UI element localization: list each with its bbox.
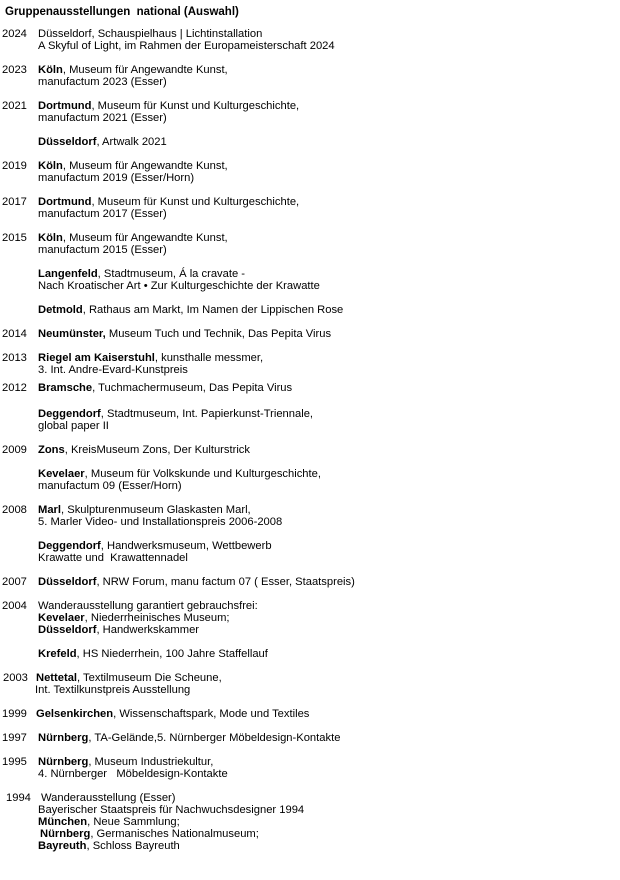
exhibition-year: 2014 [2, 328, 27, 340]
page-title: Gruppenausstellungen national (Auswahl) [5, 6, 239, 18]
exhibition-line [38, 160, 228, 172]
exhibition-line [38, 328, 331, 340]
exhibition-details: , Museum für Volkskunde und Kulturgeschichte, [84, 468, 321, 480]
exhibition-place: Neumünster, [38, 328, 106, 340]
exhibition-place: Gelsenkirchen [36, 708, 114, 720]
exhibition-year: 2009 [2, 444, 27, 456]
exhibition-line [38, 112, 167, 124]
exhibition-place: Nürnberg [38, 732, 89, 744]
exhibition-details: Nach Kroatischer Art • Zur Kulturgeschichte der Krawatte [38, 280, 320, 292]
exhibition-line [38, 136, 167, 148]
exhibition-details: , Stadtmuseum, Á la cravate - [97, 268, 246, 280]
exhibition-line [36, 672, 222, 684]
exhibition-line [38, 280, 320, 292]
exhibition-details: , Museum Industriekultur, [88, 756, 214, 768]
exhibition-place: Bramsche [38, 382, 93, 394]
exhibition-details: manufactum 09 (Esser/Horn) [38, 480, 182, 492]
exhibition-details: global paper II [38, 420, 109, 432]
exhibition-details: Bayerischer Staatspreis für Nachwuchsdesigner 1994 [38, 804, 305, 816]
exhibition-line [36, 708, 309, 720]
exhibition-details: , kunsthalle messmer, [154, 352, 264, 364]
exhibition-line [35, 684, 190, 696]
exhibition-line [38, 516, 282, 528]
exhibition-line [38, 768, 228, 780]
exhibition-details: , Museum für Kunst und Kulturgeschichte, [91, 196, 300, 208]
exhibition-line [38, 576, 355, 588]
exhibition-line [38, 100, 299, 112]
exhibition-details: , Museum für Kunst und Kulturgeschichte, [91, 100, 300, 112]
exhibition-place: Düsseldorf [38, 624, 97, 636]
exhibition-line [38, 420, 109, 432]
exhibition-details: manufactum 2015 (Esser) [38, 244, 167, 256]
exhibition-place: Langenfeld [38, 268, 98, 280]
exhibition-year: 2013 [2, 352, 27, 364]
exhibition-line [38, 352, 263, 364]
exhibition-year: 2007 [2, 576, 27, 588]
exhibition-details: Museum Tuch und Technik, Das Pepita Virus [105, 328, 332, 340]
exhibition-place: Köln [38, 232, 63, 244]
exhibition-line [38, 244, 167, 256]
exhibition-line [38, 816, 180, 828]
exhibition-year: 2019 [2, 160, 27, 172]
exhibition-line [38, 196, 299, 208]
exhibition-place: Detmold [38, 304, 83, 316]
exhibition-line [38, 804, 304, 816]
exhibition-line [38, 648, 268, 660]
exhibition-year: 2008 [2, 504, 27, 516]
exhibition-year: 2021 [2, 100, 27, 112]
exhibition-details: , Handwerkskammer [96, 624, 200, 636]
exhibition-details: , Germanisches Nationalmuseum; [90, 828, 259, 840]
exhibition-place: Deggendorf [38, 540, 101, 552]
exhibition-place: Düsseldorf [38, 576, 97, 588]
exhibition-line [38, 732, 340, 744]
exhibition-place: Riegel am Kaiserstuhl [38, 352, 155, 364]
exhibition-details: , Museum für Angewandte Kunst, [62, 64, 228, 76]
exhibition-place: Düsseldorf [38, 136, 97, 148]
exhibition-year: 1997 [2, 732, 27, 744]
exhibition-details: Int. Textilkunstpreis Ausstellung [35, 684, 191, 696]
exhibition-place: Dortmund [38, 196, 92, 208]
exhibition-place: Bayreuth [38, 840, 87, 852]
exhibition-line [38, 76, 167, 88]
exhibition-line [38, 480, 182, 492]
exhibition-details: , Handwerksmuseum, Wettbewerb [100, 540, 272, 552]
exhibition-year: 2024 [2, 28, 27, 40]
exhibition-year: 2004 [2, 600, 27, 612]
exhibition-details: Wanderausstellung (Esser) [41, 792, 176, 804]
exhibition-line [38, 232, 228, 244]
exhibition-place: Zons [38, 444, 65, 456]
exhibition-line [38, 468, 321, 480]
exhibition-details: , Stadtmuseum, Int. Papierkunst-Triennale, [100, 408, 314, 420]
exhibition-place: Nettetal [36, 672, 78, 684]
exhibition-year: 2017 [2, 196, 27, 208]
exhibition-details: , Museum für Angewandte Kunst, [62, 160, 228, 172]
exhibition-line [38, 28, 262, 40]
exhibition-line [38, 444, 250, 456]
exhibition-place: Krefeld [38, 648, 77, 660]
exhibition-place: Köln [38, 160, 63, 172]
exhibition-details: Düsseldorf, Schauspielhaus | Lichtinstallation [38, 28, 263, 40]
exhibition-year: 1994 [6, 792, 31, 804]
exhibition-details: , Textilmuseum Die Scheune, [77, 672, 222, 684]
exhibition-details: manufactum 2021 (Esser) [38, 112, 167, 124]
exhibition-details: , Wissenschaftspark, Mode und Textiles [113, 708, 310, 720]
exhibition-details: , TA-Gelände,5. Nürnberger Möbeldesign-Kontakte [88, 732, 341, 744]
exhibition-line [38, 540, 272, 552]
exhibition-place: Marl [38, 504, 62, 516]
exhibition-line [38, 208, 167, 220]
exhibition-details: 4. Nürnberger Möbeldesign-Kontakte [38, 768, 228, 780]
exhibition-year: 2003 [3, 672, 28, 684]
exhibition-details: , Skulpturenmuseum Glaskasten Marl, [61, 504, 251, 516]
exhibition-line [38, 172, 194, 184]
exhibition-place: Nürnberg [38, 756, 89, 768]
exhibition-details: manufactum 2023 (Esser) [38, 76, 167, 88]
exhibition-details: , NRW Forum, manu factum 07 ( Esser, Staatspreis) [96, 576, 355, 588]
exhibition-line [40, 828, 259, 840]
exhibition-details: , HS Niederrhein, 100 Jahre Staffellauf [76, 648, 268, 660]
exhibition-details: , KreisMuseum Zons, Der Kulturstrick [64, 444, 250, 456]
exhibition-year: 1999 [2, 708, 27, 720]
exhibition-line [38, 756, 213, 768]
exhibition-line [38, 504, 251, 516]
exhibition-line [38, 612, 230, 624]
exhibition-details: 3. Int. Andre-Evard-Kunstpreis [38, 364, 188, 376]
exhibition-year: 1995 [2, 756, 27, 768]
exhibition-place: Kevelaer [38, 612, 85, 624]
exhibition-year: 2015 [2, 232, 27, 244]
exhibition-line [38, 364, 188, 376]
exhibition-place: Deggendorf [38, 408, 101, 420]
exhibition-year: 2012 [2, 382, 27, 394]
exhibition-details: , Museum für Angewandte Kunst, [62, 232, 228, 244]
exhibition-details: , Rathaus am Markt, Im Namen der Lippischen Rose [82, 304, 344, 316]
exhibition-line [38, 552, 188, 564]
exhibition-line [38, 40, 335, 52]
exhibition-details: manufactum 2019 (Esser/Horn) [38, 172, 195, 184]
exhibition-details: , Tuchmachermuseum, Das Pepita Virus [92, 382, 293, 394]
exhibition-place: Nürnberg [40, 828, 91, 840]
exhibition-line [38, 304, 343, 316]
exhibition-line [38, 840, 180, 852]
exhibition-details: Krawatte und Krawattennadel [38, 552, 188, 564]
exhibition-details: , Niederrheinisches Museum; [84, 612, 230, 624]
exhibition-line [38, 408, 313, 420]
exhibition-details: , Schloss Bayreuth [86, 840, 180, 852]
exhibition-place: Kevelaer [38, 468, 85, 480]
exhibition-details: , Artwalk 2021 [96, 136, 167, 148]
exhibition-line [38, 268, 245, 280]
exhibition-details: 5. Marler Video- und Installationspreis 2006-2008 [38, 516, 283, 528]
exhibition-line [38, 600, 258, 612]
exhibition-line [41, 792, 176, 804]
exhibition-details: manufactum 2017 (Esser) [38, 208, 167, 220]
exhibition-line [38, 64, 228, 76]
exhibition-details: , Neue Sammlung; [87, 816, 180, 828]
exhibition-place: München [38, 816, 88, 828]
exhibition-line [38, 382, 292, 394]
exhibition-place: Köln [38, 64, 63, 76]
exhibition-line [38, 624, 199, 636]
exhibition-year: 2023 [2, 64, 27, 76]
exhibition-details: A Skyful of Light, im Rahmen der Europameisterschaft 2024 [38, 40, 335, 52]
exhibition-details: Wanderausstellung garantiert gebrauchsfrei: [38, 600, 258, 612]
exhibition-place: Dortmund [38, 100, 92, 112]
